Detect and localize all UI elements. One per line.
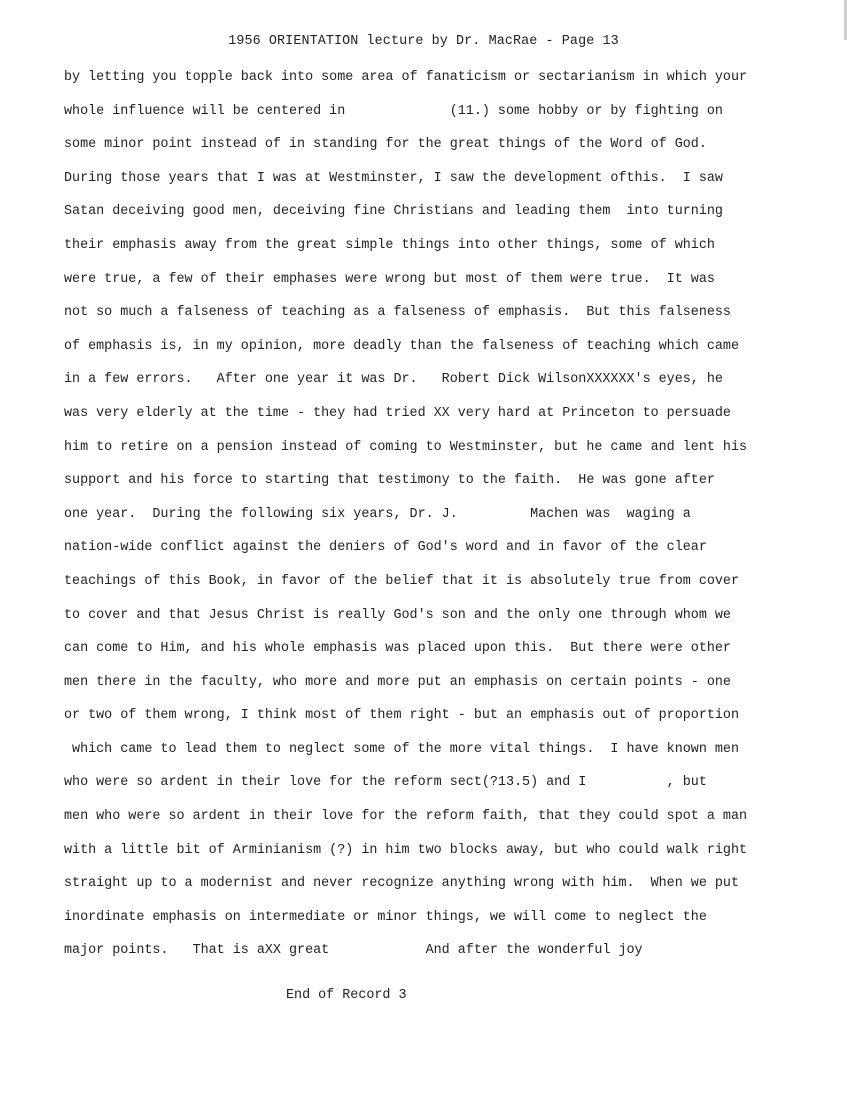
- page-footer: End of Record 3: [286, 988, 407, 1003]
- text-line: by letting you topple back into some area of fanaticism or sectarianism in which your: [64, 70, 748, 85]
- text-line: teachings of this Book, in favor of the belief that it is absolutely true from cover: [64, 573, 739, 589]
- text-line: some minor point instead of in standing for the great things of the Word of God.: [64, 137, 707, 153]
- text-line: which came to lead them to neglect some of the more vital things. I have known men: [64, 741, 739, 757]
- text-line: was very elderly at the time - they had tried XX very hard at Princeton to persuade: [64, 405, 731, 421]
- text-line: men there in the faculty, who more and more put an emphasis on certain points - one: [64, 674, 731, 690]
- text-line: who were so ardent in their love for the reform sect(?13.5) and I , but: [64, 775, 707, 791]
- body-text: [64, 68, 834, 975]
- text-line: major points. That is aXX great And after the wonderful joy: [64, 943, 643, 959]
- text-line: whole influence will be centered in (11.) some hobby or by fighting on: [64, 103, 723, 119]
- text-line: straight up to a modernist and never recognize anything wrong with him. When we put: [64, 876, 739, 892]
- text-line: to cover and that Jesus Christ is really God's son and the only one through whom we: [64, 607, 731, 623]
- text-line: their emphasis away from the great simple things into other things, some of which: [64, 237, 715, 253]
- text-line: can come to Him, and his whole emphasis was placed upon this. But there were other: [64, 641, 731, 657]
- text-line: During those years that I was at Westminster, I saw the development ofthis. I saw: [64, 170, 723, 186]
- text-line: nation-wide conflict against the deniers of God's word and in favor of the clear: [64, 540, 707, 556]
- text-line: support and his force to starting that testimony to the faith. He was gone after: [64, 473, 715, 489]
- page-header: 1956 ORIENTATION lecture by Dr. MacRae - Page 13: [228, 34, 619, 49]
- text-line: one year. During the following six years, Dr. J. Machen was waging a: [64, 506, 691, 522]
- text-line: men who were so ardent in their love for the reform faith, that they could spot a man: [64, 809, 748, 825]
- text-line: inordinate emphasis on intermediate or minor things, we will come to neglect the: [64, 909, 707, 925]
- text-line: Satan deceiving good men, deceiving fine Christians and leading them into turning: [64, 204, 723, 220]
- text-line: were true, a few of their emphases were wrong but most of them were true. It was: [64, 271, 715, 287]
- text-line: him to retire on a pension instead of coming to Westminster, but he came and lent his: [64, 439, 748, 455]
- text-line: with a little bit of Arminianism (?) in him two blocks away, but who could walk right: [64, 842, 748, 858]
- text-line: in a few errors. After one year it was Dr. Robert Dick WilsonXXXXXX's eyes, he: [64, 372, 723, 388]
- text-line: of emphasis is, in my opinion, more deadly than the falseness of teaching which came: [64, 338, 739, 354]
- text-line: not so much a falseness of teaching as a falseness of emphasis. But this falseness: [64, 305, 731, 321]
- text-line: or two of them wrong, I think most of them right - but an emphasis out of proportion: [64, 708, 739, 724]
